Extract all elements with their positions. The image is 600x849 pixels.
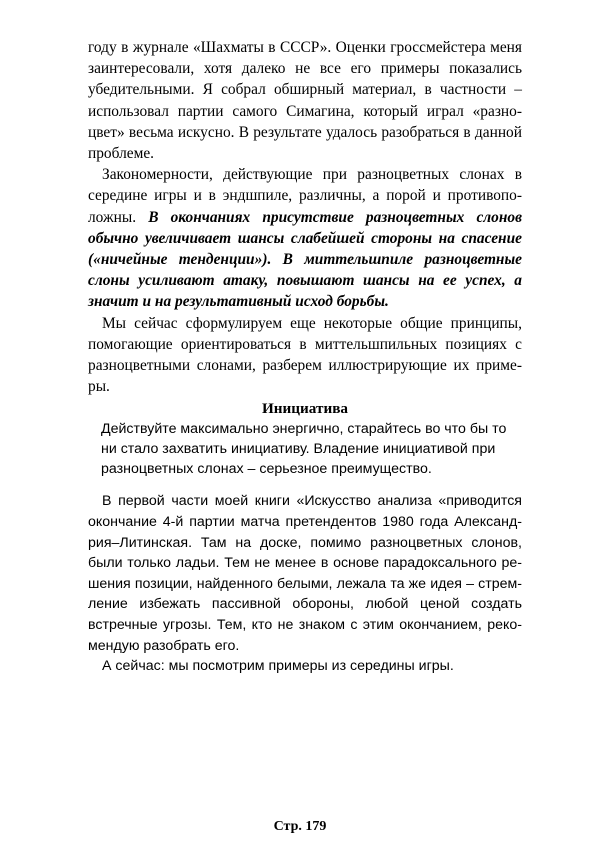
epigraph: Действуйте максимально энергично, старайтесь во что бы то ни стало захватить инициативу. Владение инициативой при разноцветных слонах – серьезное преимущество. [101,421,507,478]
paragraph-5: А сейчас: мы посмотрим примеры из середины игры. [102,658,454,675]
paragraph-4: В первой части моей книги «Искусство анализа «приводится окончание 4-й партии матча претендентов 1980 года Александрия–Литинская. Там на доске, помимо разноцветных слонов, были только ладьи. Тем не менее в основе парадоксального решения позиции, найденного белыми, лежала та же идея – стремление избежать пассивной обороны, любой ценой создать встречные угрозы. Тем, кто не знаком с этим окончанием, рекомендую разобрать его. [88,493,522,654]
page-number: Стр. 179 [273,819,327,834]
paragraph-1: году в журнале «Шахматы в СССР». Оценки гроссмейстера меня заинтересовали, хотя далеко не все его примеры показались убедительными. Я собрал обширный материал, в частности – использовал партии самого Симагина, который играл «разноцвет» весьма искусно. В результате удалось разобраться в данной проблеме. [88,39,522,163]
paragraph-2-emphasis: В окончаниях присутствие разноцветных слонов обычно увеличивает шансы слабейшей стороны на спасение («ничейные тенденции»). В миттельшпиле разноцветные слоны усиливают атаку, повышают шансы на ее успех, а значит и на результативный исход борьбы. [88,208,522,311]
page-text [88,37,522,677]
paragraph-2 [88,164,522,312]
paragraph-2-text: Закономерности, действующие при разноцветных слонах в середине игры и в эндшпиле, различны, а порой и противоположны. [88,166,522,226]
paragraph-3: Мы сейчас сформулируем еще некоторые общие принципы, помогающие ориентироваться в миттельшпильных позициях с разноцветными слонами, разберем иллюстрирующие их примеры. [88,314,522,396]
section-heading: Инициатива [261,400,349,418]
